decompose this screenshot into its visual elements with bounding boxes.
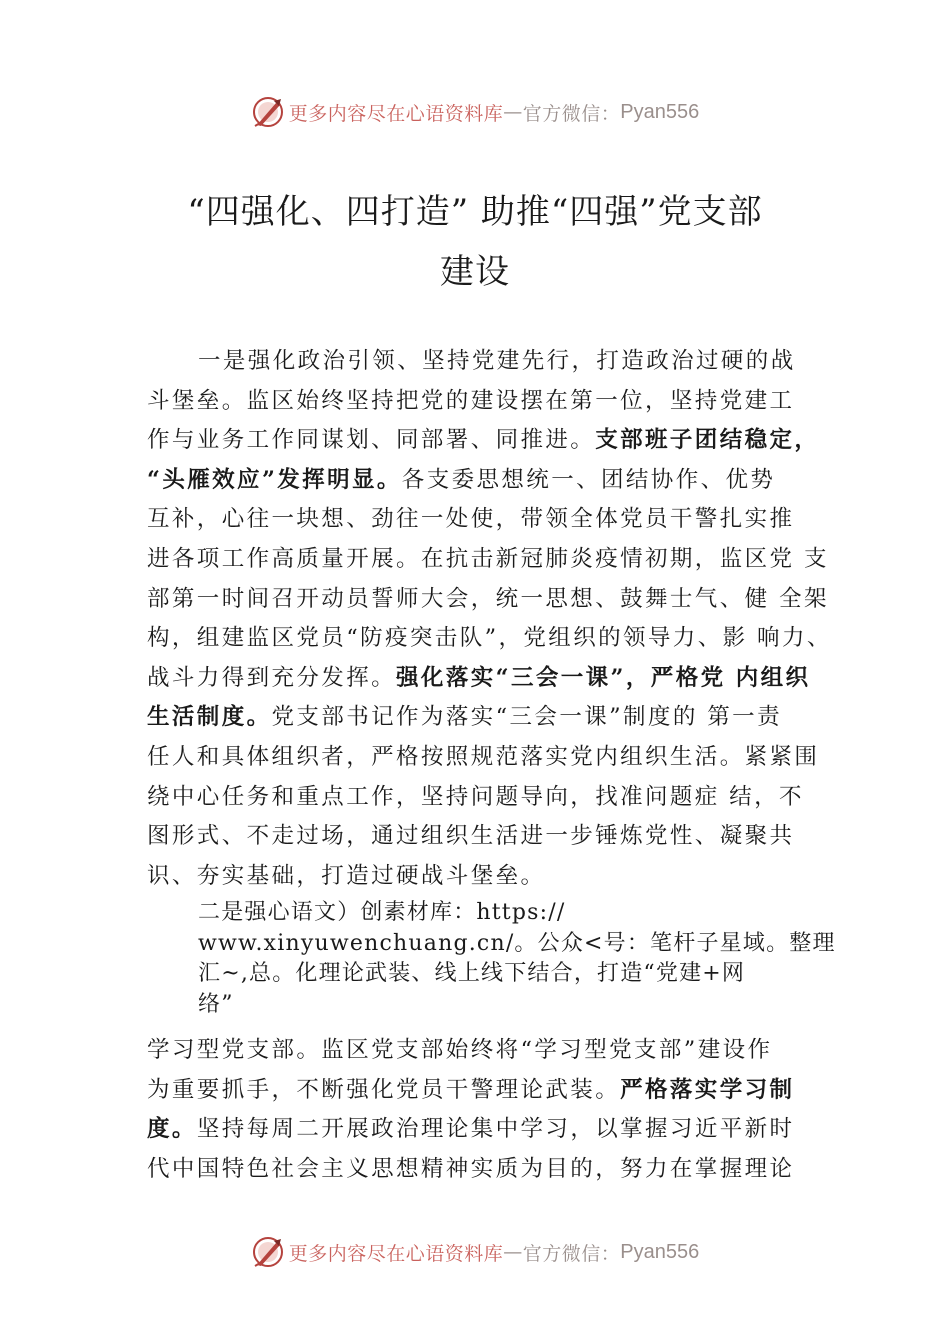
text-run: 党支部书记作为落实“三会一课”制度的 第一责 bbox=[271, 704, 782, 731]
text-line: 进各项工作高质量开展。在抗击新冠肺炎疫情初期，监区党 支 bbox=[147, 545, 829, 572]
text-line: 斗堡垒。监区始终坚持把党的建设摆在第一位，坚持党建工 bbox=[147, 387, 795, 414]
bold-text-run: 强化落实“三会一课”，严格党 内组织 bbox=[396, 664, 811, 691]
title-line-1: “四强化、四打造” 助推“四强”党支部 bbox=[187, 192, 763, 232]
text-line: 互补，心往一块想、劲往一处使，带领全体党员干警扎实推 bbox=[147, 506, 795, 533]
text-line: 代中国特色社会主义思想精神实质为目的，努力在掌握理论 bbox=[147, 1155, 795, 1182]
bold-text-run: 支部班子团结稳定， bbox=[595, 427, 820, 454]
text-line: 识、夯实基础，打造过硬战斗堡垒。 bbox=[147, 862, 546, 889]
text-line bbox=[147, 1110, 837, 1150]
banner-wechat-label: 官方微信： bbox=[522, 102, 621, 125]
text-line bbox=[147, 461, 837, 501]
banner-dash: — bbox=[503, 101, 523, 123]
text-run: 各支委思想统一、团结协作、优势 bbox=[401, 466, 776, 493]
text-run: 坚持每周二开展政治理论集中学习，以掌握习近平新时 bbox=[196, 1116, 795, 1143]
text-line: 部第一时间召开动员誓师大会，统一思想、鼓舞士气、健 全架 bbox=[147, 585, 829, 612]
text-run: 为重要抓手，不断强化党员干警理论武装。 bbox=[147, 1076, 621, 1103]
document-title bbox=[100, 182, 850, 302]
text-line: 汇~,总。化理论武装、线上线下结合，打造“党建+网 bbox=[198, 961, 746, 986]
banner-dash: — bbox=[503, 1241, 523, 1263]
text-line: 络” bbox=[198, 991, 234, 1017]
banner-wechat-id: Pyan556 bbox=[620, 1240, 700, 1263]
paragraph-3 bbox=[147, 1031, 837, 1189]
text-line bbox=[147, 1071, 837, 1111]
banner-site-name: 更多内容尽在心语资料库 bbox=[288, 1242, 504, 1265]
text-line: www.xinyuwenchuang.cn/。公众<号：笔杆子星域。整理 bbox=[198, 930, 836, 956]
text-line bbox=[147, 421, 837, 461]
footer-watermark-banner bbox=[0, 1232, 950, 1272]
banner-wechat-id: Pyan556 bbox=[620, 100, 700, 123]
paragraph-2 bbox=[198, 898, 836, 1020]
bold-text-run: 生活制度。 bbox=[147, 704, 272, 731]
paragraph-1 bbox=[147, 342, 837, 896]
text-line: 图形式、不走过场，通过组织生活进一步锤炼党性、凝聚共 bbox=[147, 823, 795, 850]
bold-text-run: 严格落实学习制 bbox=[620, 1076, 795, 1103]
text-line bbox=[147, 659, 837, 699]
text-line: 二是强心语文）创素材库：https:// bbox=[198, 900, 566, 925]
text-line: 一是强化政治引领、坚持党建先行，打造政治过硬的战 bbox=[198, 348, 796, 374]
title-line-2: 建设 bbox=[440, 252, 510, 292]
bold-text-run: 度。 bbox=[147, 1116, 197, 1143]
quill-pen-logo-icon bbox=[251, 1235, 285, 1269]
text-run: 作与业务工作同谋划、同部署、同推进。 bbox=[147, 427, 596, 454]
text-line: 构，组建监区党员“防疫突击队”，党组织的领导力、影 响力、 bbox=[147, 625, 832, 652]
text-line: 学习型党支部。监区党支部始终将“学习型党支部”建设作 bbox=[147, 1037, 773, 1063]
text-line: 任人和具体组织者，严格按照规范落实党内组织生活。紧紧围 bbox=[147, 743, 820, 770]
quill-pen-logo-icon bbox=[251, 95, 285, 129]
text-line bbox=[147, 698, 837, 738]
text-line: 绕中心任务和重点工作，坚持问题导向，找准问题症 结，不 bbox=[147, 783, 804, 810]
header-watermark-banner bbox=[0, 92, 950, 132]
bold-text-run: “头雁效应”发挥明显。 bbox=[147, 466, 402, 493]
banner-site-name: 更多内容尽在心语资料库 bbox=[288, 102, 504, 125]
banner-wechat-label: 官方微信： bbox=[522, 1242, 621, 1265]
text-run: 战斗力得到充分发挥。 bbox=[147, 664, 397, 691]
